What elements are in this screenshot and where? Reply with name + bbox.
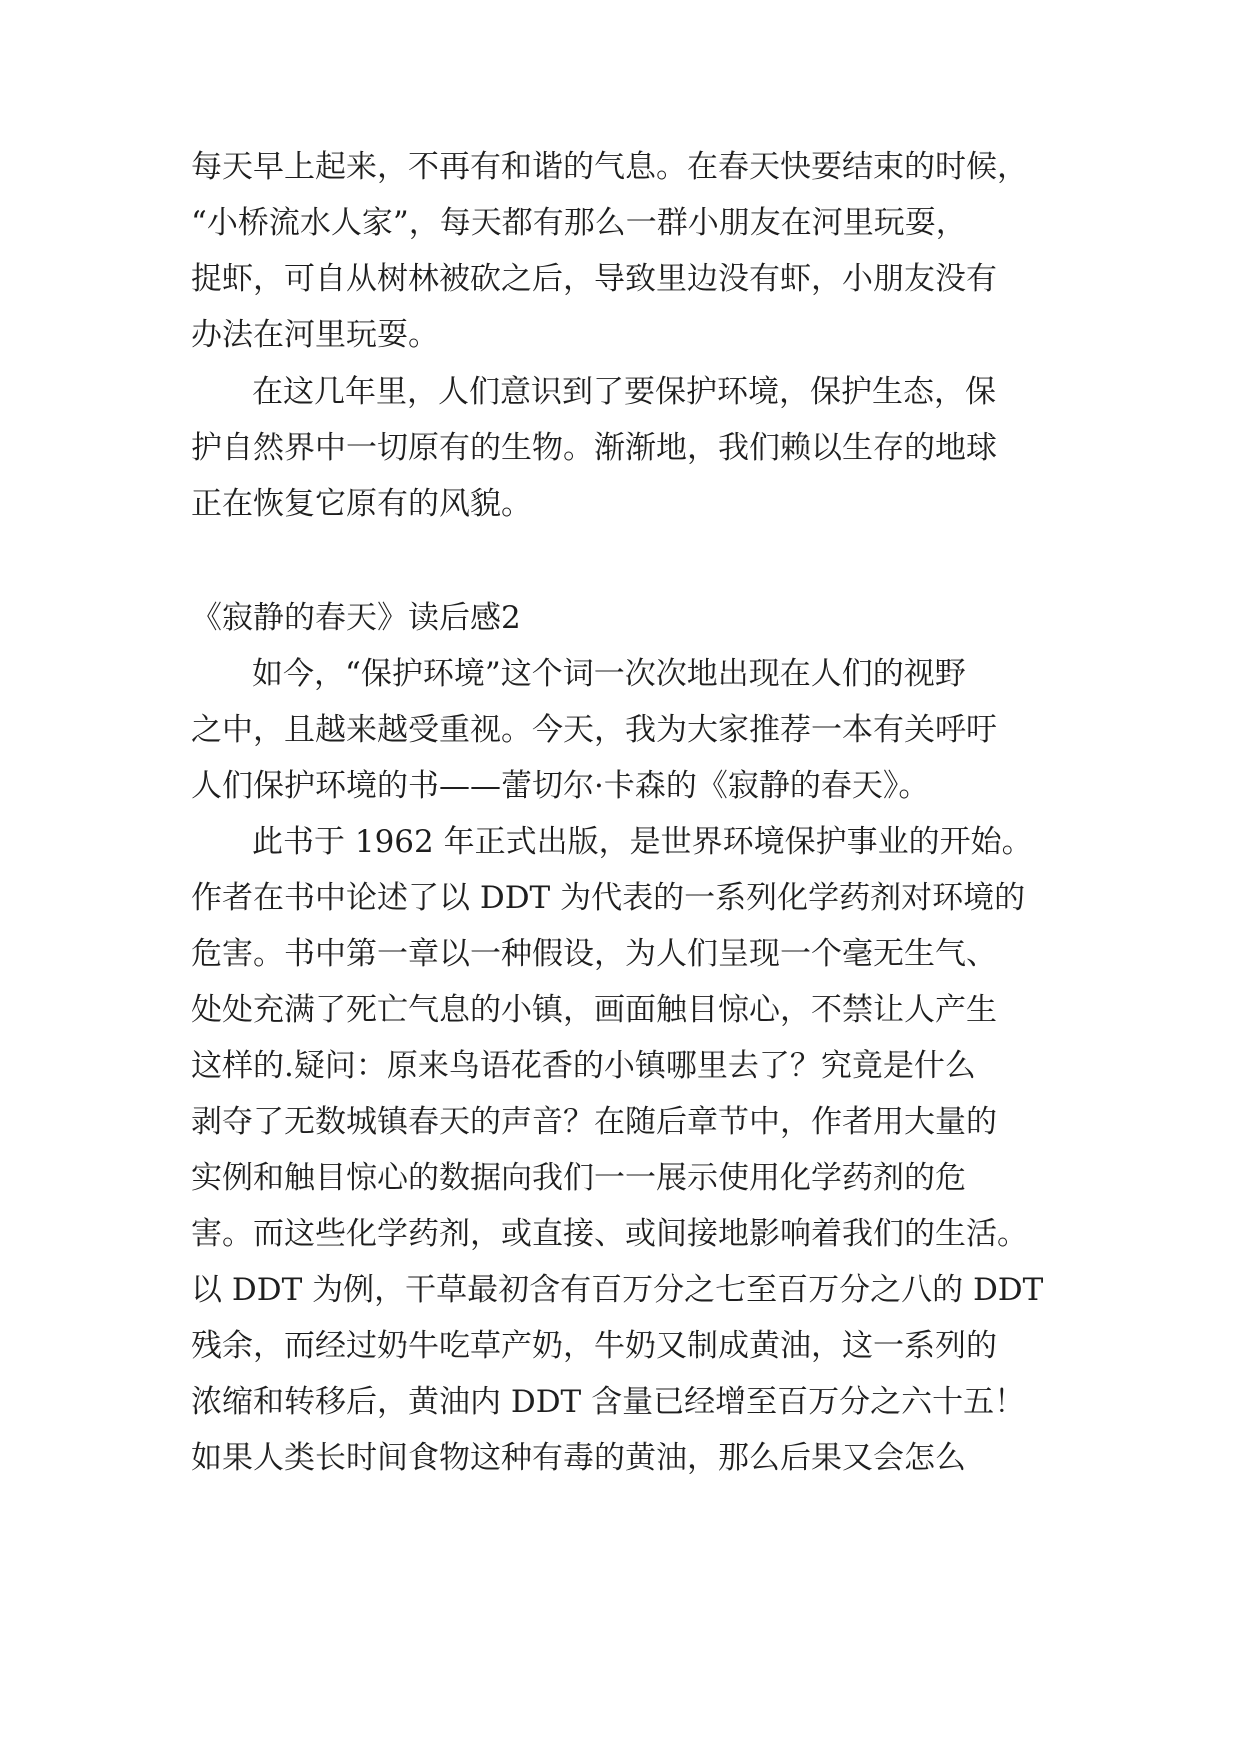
text-line: 以 DDT 为例，干草最初含有百万分之七至百万分之八的 DDT (191, 1272, 1044, 1308)
text-line: 危害。书中第一章以一种假设，为人们呈现一个毫无生气、 (191, 936, 997, 972)
section-heading: 《寂静的春天》读后感2 (191, 600, 521, 636)
text-line: 处处充满了死亡气息的小镇，画面触目惊心，不禁让人产生 (191, 992, 997, 1028)
text-line: 捉虾，可自从树林被砍之后，导致里边没有虾，小朋友没有 (191, 261, 997, 297)
text-line: 此书于 1962 年正式出版，是世界环境保护事业的开始。 (252, 824, 1033, 860)
text-line: 人们保护环境的书——蕾切尔·卡森的《寂静的春天》。 (191, 768, 930, 804)
text-line: 每天早上起来，不再有和谐的气息。在春天快要结束的时候， (191, 149, 1028, 185)
text-line: 在这几年里，人们意识到了要保护环境，保护生态，保 (252, 374, 996, 410)
text-line: 害。而这些化学药剂，或直接、或间接地影响着我们的生活。 (191, 1216, 1028, 1252)
text-line: 护自然界中一切原有的生物。渐渐地，我们赖以生存的地球 (191, 430, 997, 466)
text-line: 浓缩和转移后，黄油内 DDT 含量已经增至百万分之六十五！ (191, 1384, 1026, 1420)
text-line: 作者在书中论述了以 DDT 为代表的一系列化学药剂对环境的 (191, 880, 1026, 916)
text-line: 之中，且越来越受重视。今天，我为大家推荐一本有关呼吁 (191, 712, 997, 748)
text-line: 办法在河里玩耍。 (191, 317, 439, 353)
text-line: 这样的.疑问：原来鸟语花香的小镇哪里去了？究竟是什么 (191, 1048, 976, 1084)
text-line: 残余，而经过奶牛吃草产奶，牛奶又制成黄油，这一系列的 (191, 1328, 997, 1364)
text-line: 剥夺了无数城镇春天的声音？在随后章节中，作者用大量的 (191, 1104, 997, 1140)
text-line: 正在恢复它原有的风貌。 (191, 486, 532, 522)
text-line: 如今，“保护环境”这个词一次次地出现在人们的视野 (252, 656, 966, 692)
text-line: 实例和触目惊心的数据向我们一一展示使用化学药剂的危 (191, 1160, 966, 1196)
text-line: “小桥流水人家”，每天都有那么一群小朋友在河里玩耍， (191, 205, 967, 241)
text-line: 如果人类长时间食物这种有毒的黄油，那么后果又会怎么 (191, 1440, 966, 1476)
